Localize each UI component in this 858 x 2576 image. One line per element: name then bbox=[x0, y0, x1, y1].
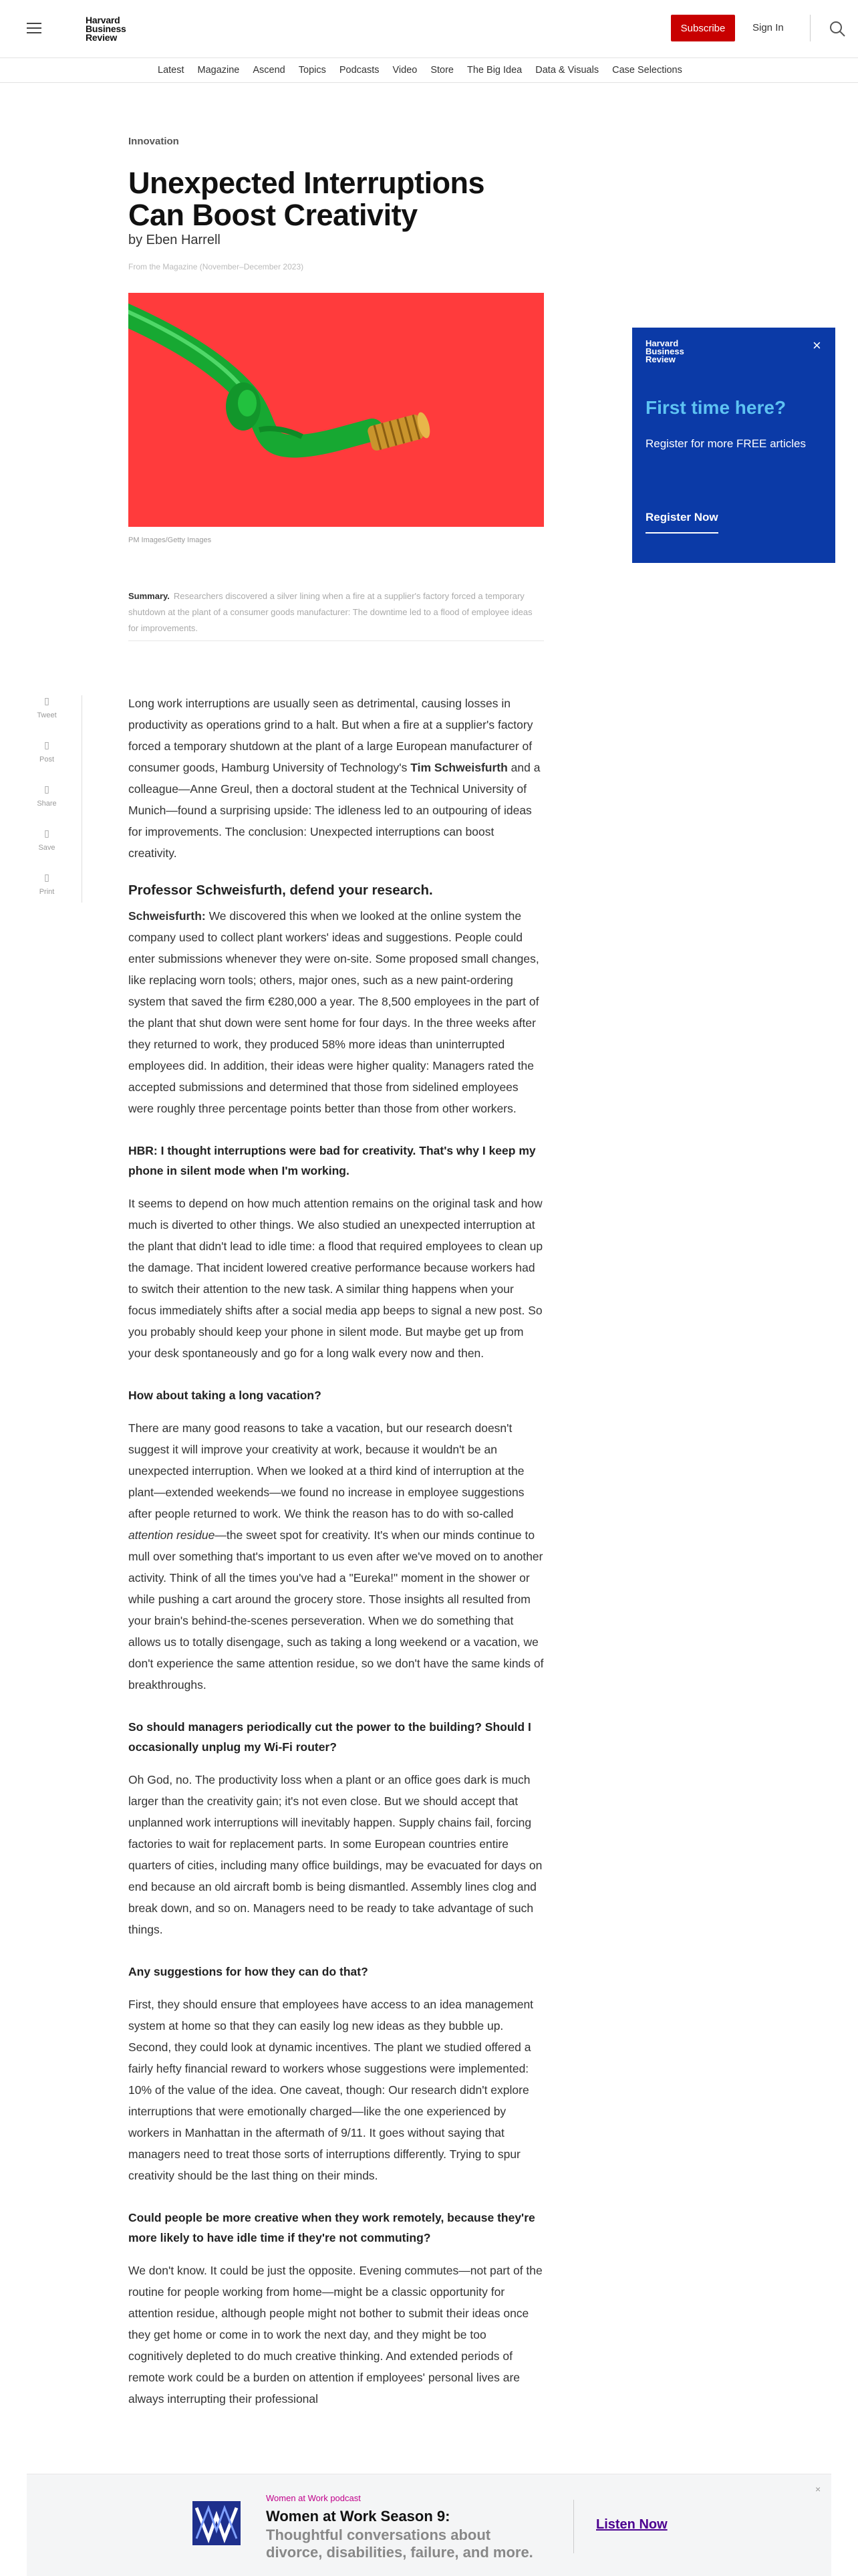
answer-paragraph: We don't know. It could be just the opposite. Evening commutes—not part of the routine for people working from home—might be a classic opportunity for attention residue, although people might not bother to submit their ideas once they get home or come in to work the next day, and they might be too cognitively depleted to do much creative thinking. And extended periods of remote work could be a burden on attention if employees' personal lives are always interrupting their professional bbox=[128, 2264, 543, 2406]
article-issue[interactable]: From the Magazine (November–December 2023) bbox=[128, 262, 304, 271]
nav-item-podcasts[interactable]: Podcasts bbox=[339, 65, 380, 76]
article-category[interactable]: Innovation bbox=[128, 136, 179, 147]
answer-paragraph bbox=[128, 905, 544, 1119]
logo-line: Harvard bbox=[86, 15, 120, 25]
share-post[interactable] bbox=[33, 739, 60, 784]
question-heading: Any suggestions for how they can do that? bbox=[128, 1965, 368, 1978]
article-byline[interactable]: by Eben Harrell bbox=[128, 233, 221, 247]
post-icon: ▯ bbox=[44, 739, 49, 750]
question-heading: So should managers periodically cut the power to the building? Should I occasionally unplug my Wi-Fi router? bbox=[128, 1720, 531, 1754]
answer-paragraph: First, they should ensure that employees have access to an idea management system at home so that they can easily log new ideas as they bubble up. Second, they could look at dynamic incentives. The plant we studied offered a fairly hefty financial reward to workers whose suggestions were implemented: 10% of the value of the idea. One caveat, though: Our research didn't explore interruptions that were emotionally charged—like the one experienced by workers in Manhattan in the aftermath of 9/11. It goes without saying that managers need to treat those sorts of interruptions differently. Trying to spur creativity should be the last thing on their minds. bbox=[128, 1998, 534, 2182]
logo-line: Review bbox=[646, 354, 676, 364]
share-share[interactable] bbox=[33, 784, 60, 828]
top-bar bbox=[0, 0, 858, 58]
podcast-subtitle: Thoughtful conversations about divorce, disabilities, failure, and more. bbox=[266, 2527, 533, 2561]
tweet-icon: ▯ bbox=[44, 695, 49, 706]
question-heading: How about taking a long vacation? bbox=[128, 1389, 321, 1402]
logo-line: Review bbox=[86, 32, 118, 43]
share-label: Tweet bbox=[37, 711, 57, 719]
emphasis-term: attention residue bbox=[128, 1528, 215, 1542]
answer-text: We discovered this when we looked at the online system the company used to collect plant workers' ideas and suggestions. People could enter submissions whenever they were on-site. Some proposed small changes, like replacing worn tools; others, major ones, such as a new paint-ordering system that saved the firm €280,000 a year. The 8,500 employees in the part of the plant that shut down were sent home for four days. In the three weeks after they returned to work, they produced 58% more ideas than uninterrupted employees did. In addition, their ideas were higher quality: Managers rated the accepted submissions and determined that those from sidelined employees were roughly three percentage points better than those from other workers. bbox=[128, 909, 539, 1115]
registration-promo bbox=[632, 328, 835, 563]
answer-paragraph bbox=[128, 1417, 544, 1695]
podcast-kicker: Women at Work podcast bbox=[266, 2493, 361, 2503]
speaker-label: Schweisfurth: bbox=[128, 909, 206, 923]
share-tweet[interactable] bbox=[33, 695, 60, 739]
search-icon[interactable] bbox=[829, 20, 846, 37]
close-icon[interactable]: × bbox=[815, 2484, 821, 2494]
share-save[interactable] bbox=[33, 828, 60, 872]
summary-label: Summary. bbox=[128, 591, 170, 601]
nav-item-case-selections[interactable]: Case Selections bbox=[612, 65, 682, 76]
logo-line: Business bbox=[646, 346, 684, 356]
summary-divider bbox=[128, 640, 544, 641]
article-body bbox=[128, 693, 544, 2426]
promo-heading: First time here? bbox=[646, 397, 786, 418]
print-icon: ▯ bbox=[44, 872, 49, 883]
podcast-banner bbox=[27, 2474, 831, 2576]
summary-text: Researchers discovered a silver lining when a fire at a supplier's factory forced a temporary shutdown at the plant of a consumer goods manufacturer: The downtime led to a flood of employee ideas for improvements. bbox=[128, 591, 533, 633]
image-credit: PM Images/Getty Images bbox=[128, 536, 212, 544]
promo-text: Register for more FREE articles bbox=[646, 437, 806, 450]
register-now-button[interactable]: Register Now bbox=[646, 511, 718, 534]
nav-item-magazine[interactable]: Magazine bbox=[197, 65, 240, 76]
intro-paragraph bbox=[128, 693, 544, 864]
subscribe-button[interactable]: Subscribe bbox=[671, 15, 735, 41]
nav-item-ascend[interactable]: Ascend bbox=[253, 65, 285, 76]
nav-item-video[interactable]: Video bbox=[392, 65, 418, 76]
sign-in-link[interactable]: Sign In bbox=[752, 22, 784, 33]
answer-text: —the sweet spot for creativity. It's when our minds continue to mull over something that's important to us even after we've moved on to another activity. Think of all the times you've had a "Eureka!" moment in the shower or while pushing a cart around the grocery store. Those insights all resulted from your brain's behind-the-scenes perseveration. When we do something that allows us to totally disengage, such as taking a long weekend or a vacation, we don't experience the same attention residue, so we don't have the same kinds of breakthroughs. bbox=[128, 1528, 544, 1691]
menu-icon[interactable] bbox=[27, 23, 41, 36]
share-label: Print bbox=[39, 888, 55, 896]
nav-item-store[interactable]: Store bbox=[430, 65, 454, 76]
section-heading: Professor Schweisfurth, defend your research. bbox=[128, 883, 433, 898]
question-heading: HBR: I thought interruptions were bad for creativity. That's why I keep my phone in silent mode when I'm working. bbox=[128, 1144, 536, 1177]
share-label: Post bbox=[39, 755, 54, 764]
hbr-logo[interactable] bbox=[86, 16, 126, 42]
nav-item-latest[interactable]: Latest bbox=[158, 65, 184, 76]
share-print[interactable] bbox=[33, 872, 60, 916]
logo-line: Harvard bbox=[646, 338, 679, 348]
share-icon: ▯ bbox=[44, 784, 49, 794]
share-rail bbox=[33, 695, 60, 916]
answer-paragraph: It seems to depend on how much attention remains on the original task and how much is diverted to other things. We also studied an unexpected interruption at the plant that didn't lead to idle time: a flood that required employees to clean up the damage. That incident lowered creative performance because workers had to switch their attention to the new task. A similar thing happens when your focus immediately shifts after a social media app beeps to signal a new post. So you probably should keep your phone in silent mode. But maybe get up from your desk spontaneously and go for a long walk every now and then. bbox=[128, 1197, 543, 1360]
primary-nav bbox=[0, 58, 858, 83]
garden-hose-illustration bbox=[128, 293, 544, 527]
close-icon[interactable]: × bbox=[813, 337, 821, 354]
nav-item-topics[interactable]: Topics bbox=[298, 65, 326, 76]
researcher-name: Tim Schweisfurth bbox=[410, 761, 508, 774]
article-summary bbox=[128, 588, 543, 636]
article-title: Unexpected Interruptions Can Boost Creativity bbox=[128, 166, 485, 232]
save-icon: ▯ bbox=[44, 828, 49, 838]
nav-item-data-visuals[interactable]: Data & Visuals bbox=[535, 65, 599, 76]
podcast-title: Women at Work Season 9: bbox=[266, 2508, 450, 2525]
question-heading: Could people be more creative when they work remotely, because they're more likely to have idle time if they're not commuting? bbox=[128, 2211, 535, 2244]
answer-paragraph: Oh God, no. The productivity loss when a plant or an office goes dark is much larger than the creativity gain; it's not even close. But we should accept that unplanned work interruptions will inevitably happen. Supply chains fail, forcing factories to wait for replacement parts. In some European countries entire quarters of cities, including many office buildings, may be evacuated for days on end because an old aircraft bomb is being dismantled. Assembly lines clog and break down, and so on. Managers need to be ready to take advantage of such things. bbox=[128, 1773, 543, 1936]
logo-line: Business bbox=[86, 23, 126, 34]
listen-now-link[interactable]: Listen Now bbox=[596, 2517, 668, 2532]
intro-text: and a colleague—Anne Greul, then a doctoral student at the Technical University of Munich—found a surprising upside: The idleness led to an outpouring of ideas for improvements. The conclusion: Unexpected interruptions can boost creativity. bbox=[128, 761, 541, 860]
share-label: Share bbox=[37, 800, 57, 808]
share-label: Save bbox=[38, 844, 55, 852]
header-divider bbox=[810, 15, 811, 41]
podcast-logo bbox=[192, 2501, 241, 2545]
answer-text: There are many good reasons to take a vacation, but our research doesn't suggest it will improve your creativity at work, because it wouldn't be an unexpected interruption. When we looked at a third kind of interruption at the plant—extended weekends—we found no increase in employee suggestions after people returned to work. We think the reason has to do with so-called bbox=[128, 1421, 525, 1520]
podcast-divider bbox=[573, 2500, 574, 2553]
intro-text: Long work interruptions are usually seen as detrimental, causing losses in productivity as operations grind to a halt. But when a fire at a supplier's factory forced a temporary shutdown at the plant of a large European manufacturer of consumer goods, Hamburg University of Technology's bbox=[128, 697, 533, 774]
nav-item-big-idea[interactable]: The Big Idea bbox=[467, 65, 523, 76]
women-at-work-logo-icon bbox=[192, 2501, 241, 2545]
promo-logo bbox=[646, 340, 684, 364]
hero-image bbox=[128, 293, 544, 527]
